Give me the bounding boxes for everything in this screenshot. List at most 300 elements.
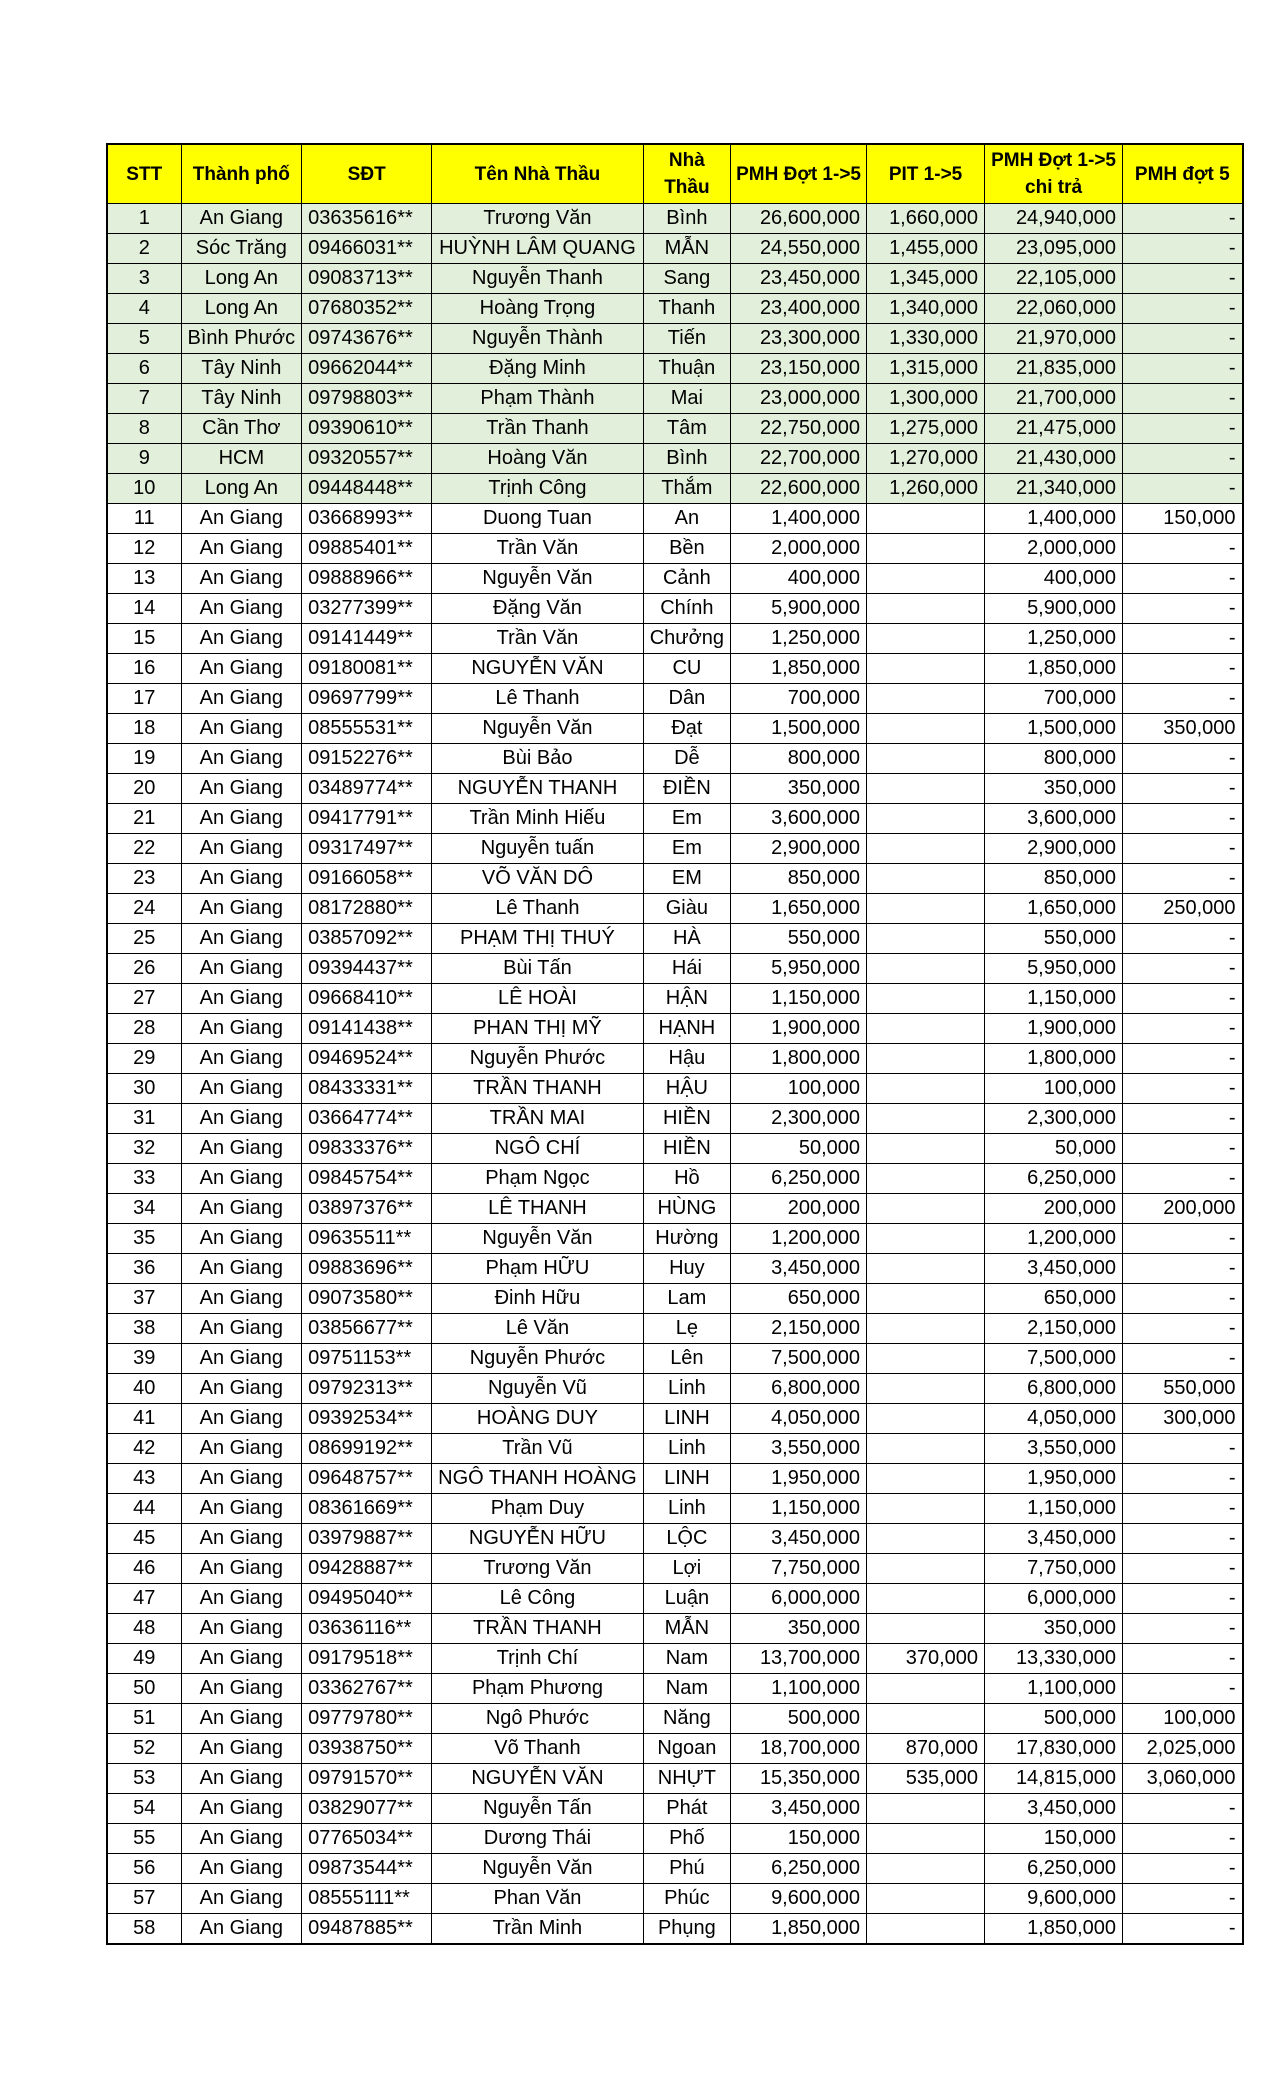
cell-pmh-total: 150,000 [731, 1824, 867, 1854]
cell-pmh-total: 1,150,000 [731, 1494, 867, 1524]
cell-pit [867, 744, 985, 774]
cell-contractor-name: Nguyễn Văn [432, 564, 644, 594]
table-row [107, 534, 1243, 564]
cell-phone: 09392534** [302, 1404, 432, 1434]
cell-phone: 03362767** [302, 1674, 432, 1704]
cell-pit [867, 1344, 985, 1374]
cell-pmh-round5: - [1123, 1854, 1243, 1884]
cell-pmh-total: 2,000,000 [731, 534, 867, 564]
cell-city: An Giang [181, 1704, 302, 1734]
cell-stt: 37 [107, 1284, 181, 1314]
cell-pmh-paid: 1,150,000 [985, 1494, 1123, 1524]
cell-pmh-paid: 21,475,000 [985, 414, 1123, 444]
cell-pmh-paid: 7,500,000 [985, 1344, 1123, 1374]
header-phone: SĐT [302, 144, 432, 204]
cell-contractor-short: LINH [643, 1464, 730, 1494]
cell-pmh-paid: 7,750,000 [985, 1554, 1123, 1584]
cell-contractor-short: Dân [643, 684, 730, 714]
cell-city: An Giang [181, 594, 302, 624]
cell-city: An Giang [181, 1524, 302, 1554]
cell-contractor-short: HIỀN [643, 1104, 730, 1134]
cell-stt: 35 [107, 1224, 181, 1254]
cell-stt: 22 [107, 834, 181, 864]
cell-pmh-paid: 650,000 [985, 1284, 1123, 1314]
cell-pmh-total: 850,000 [731, 864, 867, 894]
cell-pmh-total: 23,150,000 [731, 354, 867, 384]
cell-stt: 1 [107, 204, 181, 234]
cell-contractor-name: Trần Văn [432, 534, 644, 564]
cell-pit [867, 1614, 985, 1644]
cell-stt: 6 [107, 354, 181, 384]
header-contractor-short: Nhà Thầu [643, 144, 730, 204]
cell-stt: 7 [107, 384, 181, 414]
cell-pmh-paid: 17,830,000 [985, 1734, 1123, 1764]
cell-pmh-round5: - [1123, 1494, 1243, 1524]
cell-contractor-short: HẬU [643, 1074, 730, 1104]
header-contractor-name: Tên Nhà Thầu [432, 144, 644, 204]
cell-pit: 1,260,000 [867, 474, 985, 504]
cell-pmh-paid: 1,850,000 [985, 1914, 1123, 1945]
cell-pmh-round5: - [1123, 1284, 1243, 1314]
cell-pmh-round5: - [1123, 414, 1243, 444]
cell-pit [867, 1044, 985, 1074]
cell-contractor-short: ĐIỀN [643, 774, 730, 804]
cell-city: An Giang [181, 1584, 302, 1614]
cell-contractor-name: Nguyễn Thanh [432, 264, 644, 294]
cell-pit [867, 624, 985, 654]
cell-pmh-paid: 350,000 [985, 1614, 1123, 1644]
cell-stt: 55 [107, 1824, 181, 1854]
cell-pmh-total: 3,600,000 [731, 804, 867, 834]
cell-pmh-total: 4,050,000 [731, 1404, 867, 1434]
header-city: Thành phố [181, 144, 302, 204]
cell-contractor-name: TRẦN THANH [432, 1074, 644, 1104]
cell-contractor-name: NGUYỄN VĂN [432, 1764, 644, 1794]
table-row [107, 1344, 1243, 1374]
cell-contractor-name: Nguyễn Văn [432, 1854, 644, 1884]
cell-phone: 03636116** [302, 1614, 432, 1644]
cell-stt: 17 [107, 684, 181, 714]
table-row [107, 1374, 1243, 1404]
cell-pmh-total: 800,000 [731, 744, 867, 774]
cell-pmh-total: 1,250,000 [731, 624, 867, 654]
cell-stt: 5 [107, 324, 181, 354]
cell-pmh-paid: 21,700,000 [985, 384, 1123, 414]
cell-contractor-short: HẬN [643, 984, 730, 1014]
cell-stt: 57 [107, 1884, 181, 1914]
cell-contractor-name: NGUYỄN VĂN [432, 654, 644, 684]
cell-stt: 31 [107, 1104, 181, 1134]
cell-pmh-paid: 6,800,000 [985, 1374, 1123, 1404]
cell-pmh-round5: 3,060,000 [1123, 1764, 1243, 1794]
cell-pmh-paid: 50,000 [985, 1134, 1123, 1164]
cell-contractor-name: Trịnh Công [432, 474, 644, 504]
cell-pmh-total: 2,150,000 [731, 1314, 867, 1344]
cell-contractor-name: TRẦN THANH [432, 1614, 644, 1644]
cell-pmh-total: 2,300,000 [731, 1104, 867, 1134]
cell-pmh-round5: - [1123, 564, 1243, 594]
cell-city: An Giang [181, 1434, 302, 1464]
cell-phone: 09697799** [302, 684, 432, 714]
cell-contractor-short: Tâm [643, 414, 730, 444]
table-row [107, 384, 1243, 414]
cell-pmh-total: 400,000 [731, 564, 867, 594]
cell-pit [867, 1194, 985, 1224]
cell-pit: 1,455,000 [867, 234, 985, 264]
cell-contractor-name: Nguyễn Tấn [432, 1794, 644, 1824]
cell-pmh-total: 100,000 [731, 1074, 867, 1104]
cell-pmh-paid: 21,970,000 [985, 324, 1123, 354]
cell-pmh-round5: - [1123, 1104, 1243, 1134]
cell-city: An Giang [181, 1854, 302, 1884]
cell-pmh-total: 5,950,000 [731, 954, 867, 984]
cell-contractor-name: Đặng Văn [432, 594, 644, 624]
cell-contractor-short: Sang [643, 264, 730, 294]
cell-pit: 1,270,000 [867, 444, 985, 474]
table-row [107, 654, 1243, 684]
cell-phone: 07765034** [302, 1824, 432, 1854]
cell-phone: 09791570** [302, 1764, 432, 1794]
cell-phone: 08699192** [302, 1434, 432, 1464]
cell-contractor-short: Dễ [643, 744, 730, 774]
cell-stt: 41 [107, 1404, 181, 1434]
cell-contractor-short: Hái [643, 954, 730, 984]
cell-city: An Giang [181, 924, 302, 954]
table-row [107, 1734, 1243, 1764]
cell-pmh-paid: 23,095,000 [985, 234, 1123, 264]
cell-phone: 09662044** [302, 354, 432, 384]
cell-stt: 42 [107, 1434, 181, 1464]
cell-city: An Giang [181, 1134, 302, 1164]
table-row [107, 864, 1243, 894]
header-pmh-total: PMH Đợt 1->5 [731, 144, 867, 204]
table-row [107, 624, 1243, 654]
cell-pmh-round5: 250,000 [1123, 894, 1243, 924]
cell-pit [867, 1284, 985, 1314]
cell-pit: 1,340,000 [867, 294, 985, 324]
cell-pmh-total: 550,000 [731, 924, 867, 954]
cell-contractor-name: Trương Văn [432, 1554, 644, 1584]
cell-pmh-round5: 350,000 [1123, 714, 1243, 744]
cell-phone: 09152276** [302, 744, 432, 774]
cell-city: An Giang [181, 714, 302, 744]
cell-pmh-total: 1,800,000 [731, 1044, 867, 1074]
cell-pmh-total: 650,000 [731, 1284, 867, 1314]
table-row [107, 1254, 1243, 1284]
cell-stt: 58 [107, 1914, 181, 1945]
cell-phone: 09792313** [302, 1374, 432, 1404]
cell-contractor-name: Phạm Ngọc [432, 1164, 644, 1194]
cell-phone: 09073580** [302, 1284, 432, 1314]
cell-pit [867, 1554, 985, 1584]
cell-contractor-name: NGÔ THANH HOÀNG [432, 1464, 644, 1494]
cell-phone: 09873544** [302, 1854, 432, 1884]
cell-city: An Giang [181, 1914, 302, 1945]
cell-contractor-name: Trương Văn [432, 204, 644, 234]
table-row [107, 504, 1243, 534]
cell-phone: 09845754** [302, 1164, 432, 1194]
cell-pmh-total: 1,150,000 [731, 984, 867, 1014]
cell-contractor-name: Trần Thanh [432, 414, 644, 444]
table-row [107, 1434, 1243, 1464]
cell-contractor-name: Nguyễn Vũ [432, 1374, 644, 1404]
cell-stt: 2 [107, 234, 181, 264]
table-row [107, 1644, 1243, 1674]
cell-pmh-round5: - [1123, 324, 1243, 354]
table-row [107, 1554, 1243, 1584]
cell-pmh-paid: 2,300,000 [985, 1104, 1123, 1134]
cell-phone: 07680352** [302, 294, 432, 324]
header-pmh-round5: PMH đợt 5 [1123, 144, 1243, 204]
cell-pit [867, 1854, 985, 1884]
cell-pmh-total: 9,600,000 [731, 1884, 867, 1914]
cell-pmh-round5: - [1123, 1914, 1243, 1945]
cell-contractor-short: HÙNG [643, 1194, 730, 1224]
cell-pmh-total: 22,600,000 [731, 474, 867, 504]
cell-pmh-round5: - [1123, 984, 1243, 1014]
cell-city: An Giang [181, 1884, 302, 1914]
cell-contractor-name: Võ Thanh [432, 1734, 644, 1764]
cell-pmh-total: 13,700,000 [731, 1644, 867, 1674]
cell-pmh-paid: 1,200,000 [985, 1224, 1123, 1254]
cell-stt: 34 [107, 1194, 181, 1224]
cell-stt: 39 [107, 1344, 181, 1374]
cell-pit: 1,345,000 [867, 264, 985, 294]
cell-phone: 09495040** [302, 1584, 432, 1614]
cell-pmh-total: 1,900,000 [731, 1014, 867, 1044]
table-row [107, 354, 1243, 384]
cell-city: An Giang [181, 1824, 302, 1854]
cell-pmh-total: 26,600,000 [731, 204, 867, 234]
cell-pit [867, 1674, 985, 1704]
cell-contractor-name: Hoàng Văn [432, 444, 644, 474]
cell-city: An Giang [181, 954, 302, 984]
cell-pmh-paid: 1,250,000 [985, 624, 1123, 654]
table-row [107, 1044, 1243, 1074]
cell-pmh-round5: - [1123, 294, 1243, 324]
cell-pmh-total: 1,650,000 [731, 894, 867, 924]
cell-contractor-short: Linh [643, 1374, 730, 1404]
cell-pmh-round5: 150,000 [1123, 504, 1243, 534]
cell-pmh-round5: - [1123, 594, 1243, 624]
cell-contractor-short: Phát [643, 1794, 730, 1824]
cell-pmh-paid: 2,000,000 [985, 534, 1123, 564]
cell-pmh-paid: 550,000 [985, 924, 1123, 954]
cell-contractor-short: HẠNH [643, 1014, 730, 1044]
cell-pit [867, 714, 985, 744]
cell-pmh-round5: 300,000 [1123, 1404, 1243, 1434]
cell-phone: 09487885** [302, 1914, 432, 1945]
cell-contractor-short: Em [643, 804, 730, 834]
cell-city: An Giang [181, 534, 302, 564]
cell-contractor-name: Bùi Tấn [432, 954, 644, 984]
table-row [107, 804, 1243, 834]
cell-pmh-round5: 200,000 [1123, 1194, 1243, 1224]
cell-contractor-name: Lê Thanh [432, 894, 644, 924]
cell-contractor-short: Hậu [643, 1044, 730, 1074]
table-row [107, 1764, 1243, 1794]
cell-contractor-short: Chưởng [643, 624, 730, 654]
cell-pmh-round5: - [1123, 1434, 1243, 1464]
cell-pmh-paid: 150,000 [985, 1824, 1123, 1854]
cell-pmh-paid: 3,600,000 [985, 804, 1123, 834]
cell-phone: 09635511** [302, 1224, 432, 1254]
cell-city: An Giang [181, 1374, 302, 1404]
cell-contractor-short: Ngoan [643, 1734, 730, 1764]
cell-pmh-total: 22,750,000 [731, 414, 867, 444]
cell-contractor-short: HIỀN [643, 1134, 730, 1164]
table-row [107, 444, 1243, 474]
cell-stt: 45 [107, 1524, 181, 1554]
cell-stt: 16 [107, 654, 181, 684]
cell-pmh-total: 1,850,000 [731, 654, 867, 684]
cell-phone: 09390610** [302, 414, 432, 444]
cell-stt: 40 [107, 1374, 181, 1404]
cell-phone: 09888966** [302, 564, 432, 594]
cell-pit [867, 1164, 985, 1194]
table-row [107, 1794, 1243, 1824]
cell-city: An Giang [181, 1224, 302, 1254]
cell-pmh-round5: - [1123, 534, 1243, 564]
cell-contractor-name: Dương Thái [432, 1824, 644, 1854]
cell-contractor-name: Ngô Phước [432, 1704, 644, 1734]
cell-pit [867, 1434, 985, 1464]
cell-pmh-round5: - [1123, 1014, 1243, 1044]
cell-pit: 1,315,000 [867, 354, 985, 384]
table-row [107, 1584, 1243, 1614]
cell-pmh-paid: 22,060,000 [985, 294, 1123, 324]
cell-stt: 9 [107, 444, 181, 474]
cell-contractor-name: Phan Văn [432, 1884, 644, 1914]
cell-phone: 03856677** [302, 1314, 432, 1344]
cell-pit [867, 684, 985, 714]
cell-pit [867, 1104, 985, 1134]
cell-pit [867, 804, 985, 834]
cell-stt: 44 [107, 1494, 181, 1524]
cell-contractor-name: Lê Thanh [432, 684, 644, 714]
cell-contractor-name: Lê Công [432, 1584, 644, 1614]
cell-contractor-short: Lên [643, 1344, 730, 1374]
table-row [107, 1314, 1243, 1344]
cell-city: An Giang [181, 684, 302, 714]
cell-contractor-short: Nam [643, 1644, 730, 1674]
table-row [107, 1164, 1243, 1194]
table-row [107, 894, 1243, 924]
cell-city: An Giang [181, 1464, 302, 1494]
cell-city: HCM [181, 444, 302, 474]
cell-pit [867, 654, 985, 684]
cell-city: Cần Thơ [181, 414, 302, 444]
cell-city: An Giang [181, 1314, 302, 1344]
header-stt: STT [107, 144, 181, 204]
cell-contractor-name: HUỲNH LÂM QUANG [432, 234, 644, 264]
cell-pmh-paid: 3,450,000 [985, 1254, 1123, 1284]
cell-pmh-round5: - [1123, 1554, 1243, 1584]
cell-pmh-round5: - [1123, 444, 1243, 474]
cell-pmh-total: 1,200,000 [731, 1224, 867, 1254]
cell-pmh-round5: - [1123, 744, 1243, 774]
cell-pmh-paid: 700,000 [985, 684, 1123, 714]
cell-city: Long An [181, 474, 302, 504]
cell-stt: 13 [107, 564, 181, 594]
cell-pit [867, 864, 985, 894]
table-row [107, 744, 1243, 774]
table-row [107, 1824, 1243, 1854]
cell-pmh-paid: 1,650,000 [985, 894, 1123, 924]
cell-pmh-round5: 2,025,000 [1123, 1734, 1243, 1764]
cell-pit: 370,000 [867, 1644, 985, 1674]
cell-contractor-name: Phạm Duy [432, 1494, 644, 1524]
cell-contractor-short: Lẹ [643, 1314, 730, 1344]
cell-contractor-short: LỘC [643, 1524, 730, 1554]
cell-contractor-name: Phạm Phương [432, 1674, 644, 1704]
cell-pmh-round5: - [1123, 264, 1243, 294]
cell-pit [867, 1134, 985, 1164]
cell-contractor-short: An [643, 504, 730, 534]
cell-stt: 28 [107, 1014, 181, 1044]
cell-contractor-short: Phú [643, 1854, 730, 1884]
cell-city: An Giang [181, 1104, 302, 1134]
cell-contractor-name: Nguyễn Phước [432, 1044, 644, 1074]
cell-pmh-paid: 6,250,000 [985, 1164, 1123, 1194]
cell-stt: 47 [107, 1584, 181, 1614]
cell-pmh-paid: 1,100,000 [985, 1674, 1123, 1704]
cell-pmh-round5: - [1123, 1884, 1243, 1914]
table-row [107, 324, 1243, 354]
cell-pmh-round5: - [1123, 834, 1243, 864]
cell-phone: 03938750** [302, 1734, 432, 1764]
cell-pmh-round5: - [1123, 804, 1243, 834]
cell-phone: 09751153** [302, 1344, 432, 1374]
cell-contractor-name: Nguyễn Văn [432, 714, 644, 744]
cell-pmh-paid: 1,400,000 [985, 504, 1123, 534]
cell-pmh-paid: 22,105,000 [985, 264, 1123, 294]
cell-pmh-paid: 1,900,000 [985, 1014, 1123, 1044]
cell-pit [867, 1794, 985, 1824]
cell-phone: 09883696** [302, 1254, 432, 1284]
cell-pmh-total: 6,250,000 [731, 1164, 867, 1194]
cell-phone: 03897376** [302, 1194, 432, 1224]
cell-pmh-total: 23,450,000 [731, 264, 867, 294]
cell-stt: 8 [107, 414, 181, 444]
cell-stt: 43 [107, 1464, 181, 1494]
cell-pmh-paid: 1,850,000 [985, 654, 1123, 684]
cell-pmh-paid: 1,800,000 [985, 1044, 1123, 1074]
table-row [107, 294, 1243, 324]
cell-phone: 09779780** [302, 1704, 432, 1734]
cell-pmh-round5: - [1123, 954, 1243, 984]
cell-pit [867, 1584, 985, 1614]
cell-contractor-short: CU [643, 654, 730, 684]
cell-phone: 09469524** [302, 1044, 432, 1074]
cell-stt: 11 [107, 504, 181, 534]
cell-pmh-round5: - [1123, 684, 1243, 714]
cell-pmh-paid: 4,050,000 [985, 1404, 1123, 1434]
cell-pit [867, 834, 985, 864]
cell-pmh-round5: - [1123, 654, 1243, 684]
table-row [107, 1704, 1243, 1734]
cell-stt: 54 [107, 1794, 181, 1824]
table-row [107, 1224, 1243, 1254]
cell-pmh-paid: 350,000 [985, 774, 1123, 804]
cell-stt: 14 [107, 594, 181, 624]
cell-pmh-total: 7,750,000 [731, 1554, 867, 1584]
cell-pmh-round5: - [1123, 204, 1243, 234]
cell-city: An Giang [181, 1284, 302, 1314]
cell-contractor-short: Em [643, 834, 730, 864]
table-row [107, 1854, 1243, 1884]
cell-phone: 09428887** [302, 1554, 432, 1584]
